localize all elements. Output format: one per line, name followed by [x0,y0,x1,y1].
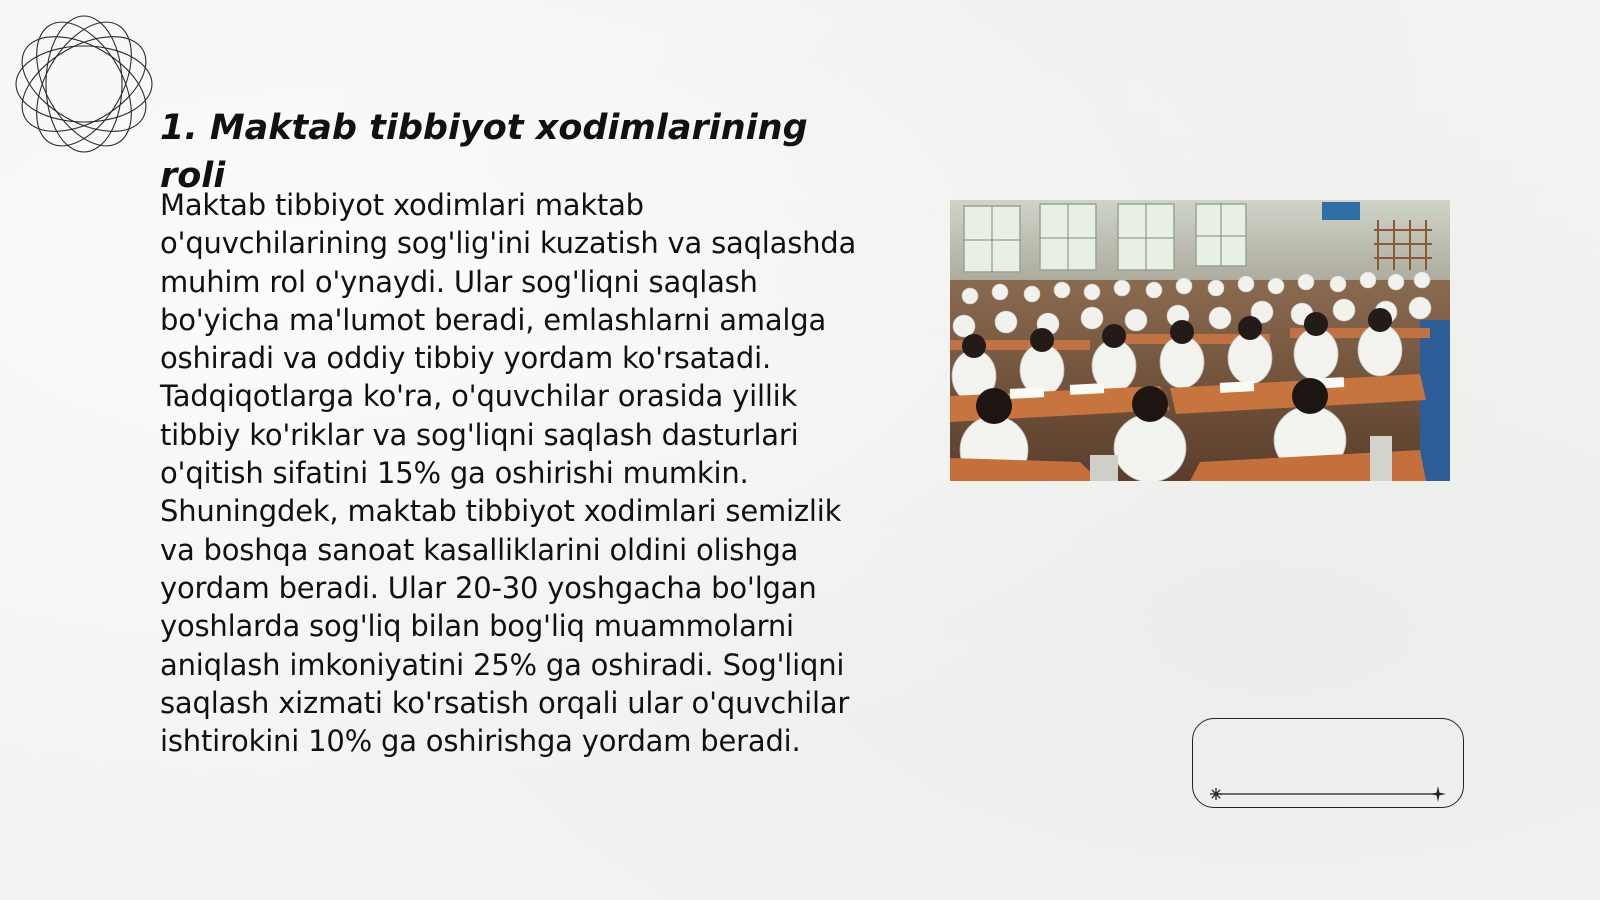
sparkle-icon [1430,786,1446,802]
decorative-line [1208,786,1446,802]
slide-body-text: Maktab tibbiyot xodimlari maktab o'quvchilarining sog'lig'ini kuzatish va saqlashda muhim rol o'ynaydi. Ular sog'liqni saqlash bo'yicha ma'lumot beradi, emlashlarni amalga oshiradi va oddiy tibbiy yordam ko'rsatadi. Tadqiqotlarga ko'ra, o'quvchilar orasida yillik tibbiy ko'riklar va sog'liqni saqlash dasturlari o'qitish sifatini 15% ga oshirishi mumkin. Shuningdek, maktab tibbiyot xodimlari semizlik va boshqa sanoat kasalliklarini oldini olishga yordam beradi. Ular 20-30 yoshgacha bo'lgan yoshlarda sog'liq bilan bog'liq muammolarni aniqlash imkoniyatini 25% ga oshiradi. Sog'liqni saqlash xizmati ko'rsatish orqali ular o'quvchilar ishtirokini 10% ga oshirishga yordam beradi. [160,188,857,759]
slide-title: 1. Maktab tibbiyot xodimlarining roli [160,108,808,196]
circular-line-ornament-icon [8,8,160,160]
asterisk-icon [1210,788,1222,800]
classroom-photo [950,200,1450,481]
